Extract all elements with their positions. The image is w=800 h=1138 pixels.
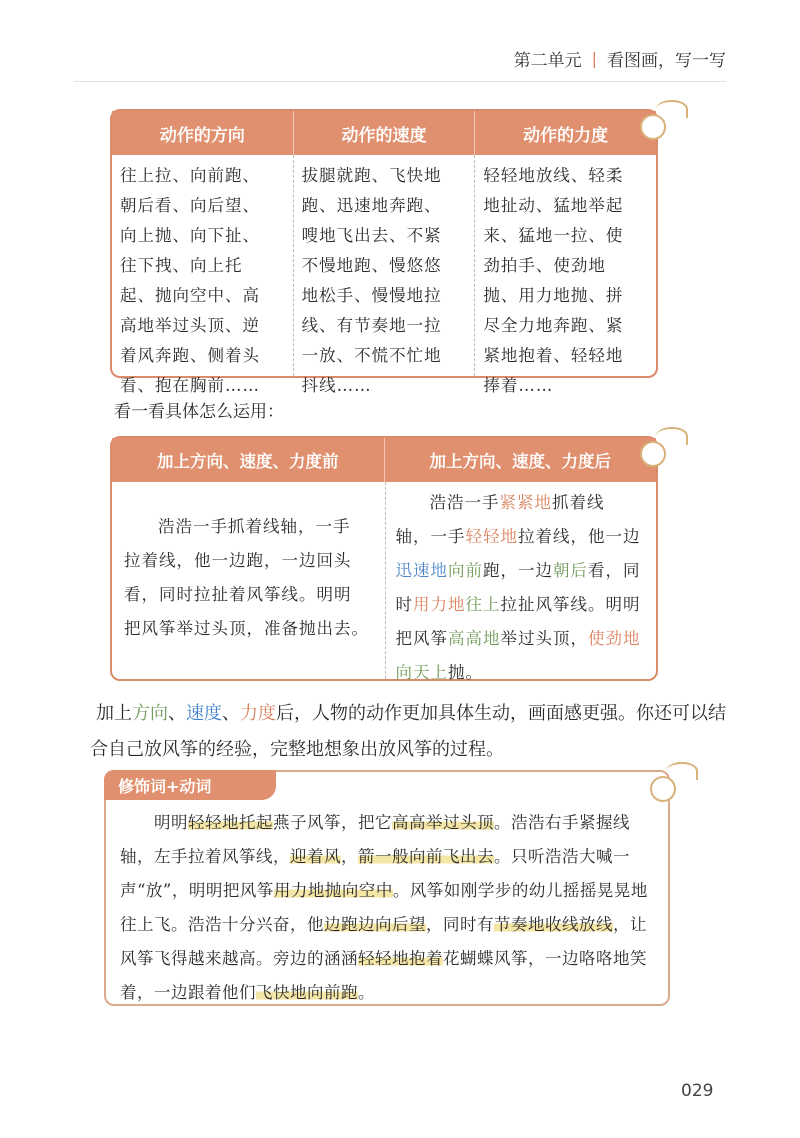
action-word-table bbox=[110, 109, 658, 395]
example-passage: 明明轻轻地托起燕子风筝，把它高高举过头顶。浩浩右手紧握线轴，左手拉着风筝线，迎着风，箭一般向前飞出去。只听浩浩大喊一声“放”，明明把风筝用力地抛向空中。风筝如刚学步的幼儿摇摇晃晃地往上飞。浩浩十分兴奋，他边跑边向后望，同时有节奏地收线放线，让风筝飞得越来越高。旁边的涵涵轻轻地抱着花蝴蝶风筝，一边咯咯地笑着，一边跟着他们飞快地向前跑。 bbox=[120, 813, 648, 1002]
comparison-table bbox=[110, 436, 658, 681]
paperclip-icon bbox=[650, 776, 676, 802]
example-passage-card bbox=[104, 770, 670, 1006]
header-divider bbox=[74, 81, 726, 82]
after-text: 浩浩一手紧紧地抓着线 轴，一手轻轻地拉着线，他一边 迅速地向前跑，一边朝后看，同 时用力地往上拉扯风筝线。明明 把风筝高高地举过头顶，使劲地 向天上抛。 bbox=[385, 482, 657, 679]
speed-words: 拔腿就跑、飞快地 跑、迅速地奔跑、 嗖地飞出去、不紧 不慢地跑、慢悠悠 地松手、慢慢地拉 线、有节奏地一拉 一放、不慌不忙地 抖线…… bbox=[293, 155, 475, 376]
usage-label: 看一看具体怎么运用： bbox=[114, 402, 284, 422]
header-speed: 动作的速度 bbox=[293, 111, 475, 155]
before-text: 浩浩一手抓着线轴，一手 拉着线，他一边跑，一边回头 看，同时拉扯着风筝线。明明 把风筝举过头顶，准备抛出去。 bbox=[124, 517, 369, 638]
header-before: 加上方向、速度、力度前 bbox=[157, 452, 339, 471]
force-words: 轻轻地放线、轻柔 地扯动、猛地举起 来、猛地一拉、使 劲拍手、使劲地 抛、用力地抛、拼 尽全力地奔跑、紧 紧地抱着、轻轻地 捧着…… bbox=[474, 155, 656, 376]
table-header-row bbox=[112, 111, 656, 155]
paperclip-icon bbox=[640, 441, 666, 467]
explanation-paragraph: 加上方向、速度、力度后，人物的动作更加具体生动，画面感更强。你还可以结合自己放风筝的经验，完整地想象出放风筝的过程。 bbox=[90, 703, 726, 760]
page-header bbox=[514, 46, 726, 71]
header-direction: 动作的方向 bbox=[159, 125, 245, 146]
paperclip-icon bbox=[640, 114, 666, 140]
unit-title: 第二单元 bbox=[513, 51, 582, 71]
modifier-verb-tag: 修饰词+动词 bbox=[104, 770, 276, 800]
comparison-header-row bbox=[112, 438, 656, 482]
header-after: 加上方向、速度、力度后 bbox=[384, 438, 657, 482]
direction-words: 往上拉、向前跑、 朝后看、向后望、 向上抛、向下扯、 往下拽、向上托 起、抛向空中、高 高地举过头顶、逆 着风奔跑、侧着头 看、抱在胸前…… bbox=[120, 166, 260, 395]
header-force: 动作的力度 bbox=[474, 111, 656, 155]
page-number: 029 bbox=[681, 1081, 714, 1101]
header-separator: | bbox=[591, 49, 597, 68]
lesson-title: 看图画，写一写 bbox=[607, 51, 726, 71]
